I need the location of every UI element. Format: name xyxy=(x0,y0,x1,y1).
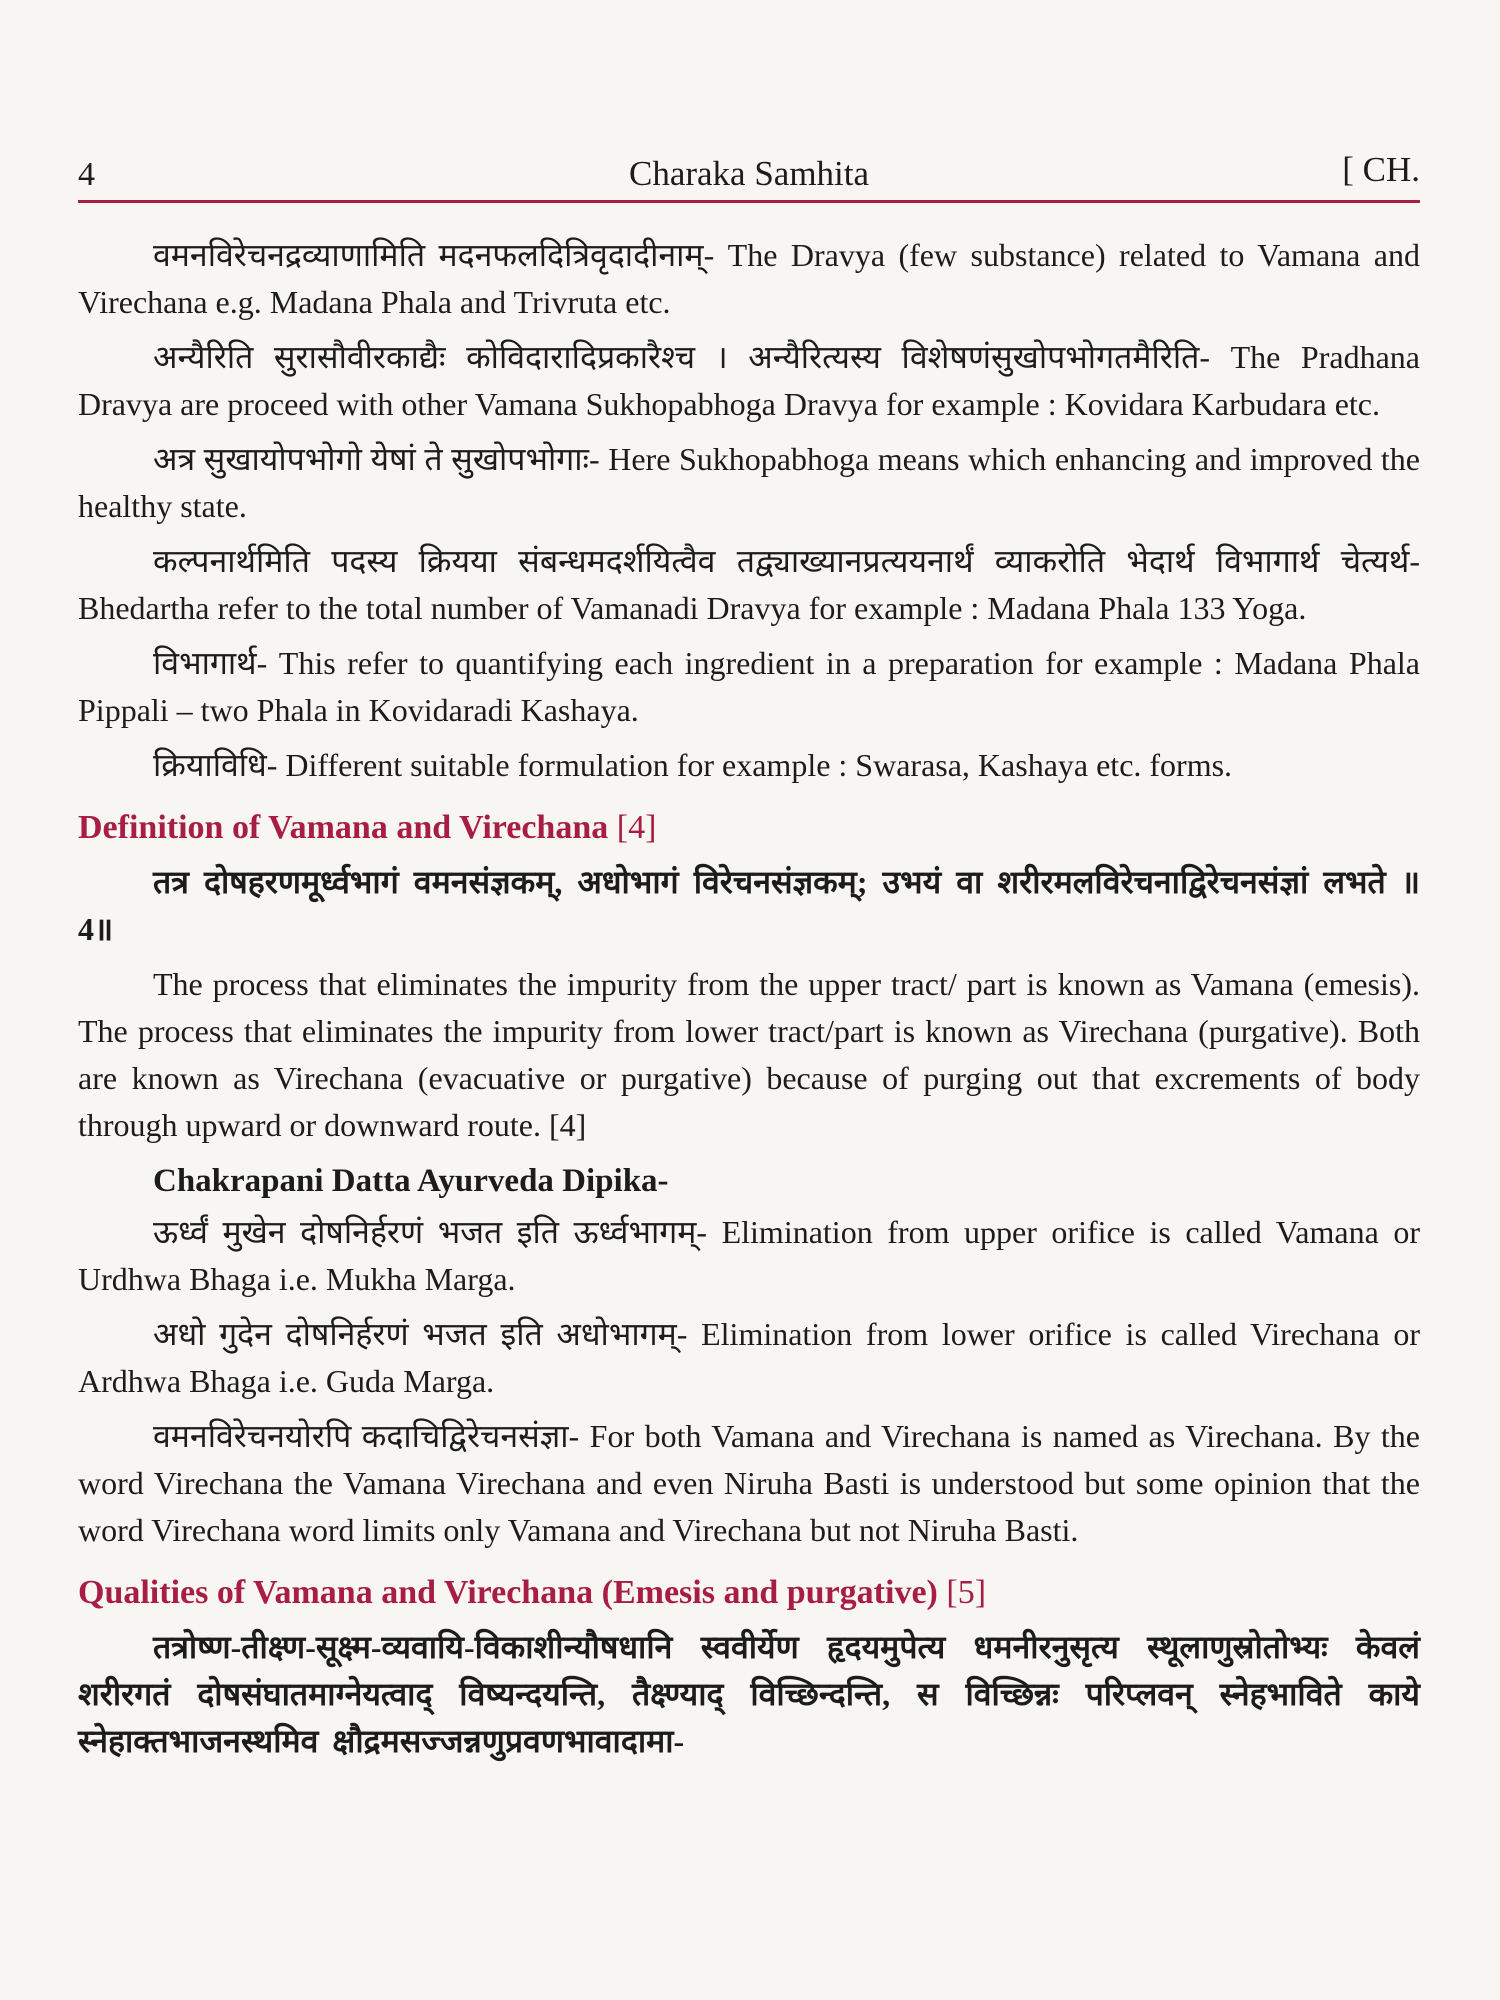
section-number: [4] xyxy=(616,809,657,846)
section-number: [5] xyxy=(946,1574,987,1611)
paragraph-1: वमनविरेचनद्रव्याणामिति मदनफलदित्रिवृदादीनाम्- The Dravya (few substance) related to Vamana and Virechana e.g. Madana Phala and Trivruta etc. xyxy=(78,237,1420,320)
commentary-paragraph-1: ऊर्ध्वं मुखेन दोषनिर्हरणं भजत इति ऊर्ध्वभागम्- Elimination from upper orifice is called Vamana or Urdhwa Bhaga i.e. Mukha Marga. xyxy=(78,1214,1420,1297)
running-header xyxy=(78,150,1420,200)
paragraph-5: विभागार्थ- This refer to quantifying each ingredient in a preparation for example : Madana Phala Pippali – two Phala in Kovidaradi Kashaya. xyxy=(78,645,1420,728)
verse-translation: The process that eliminates the impurity from the upper tract/ part is known as Vamana (emesis). The process that eliminates the impurity from lower tract/part is known as Virechana (purgative). Both are known as Virechana (evacuative or purgative) because of purging out that excrements of body through upward or downward route. [4] xyxy=(78,966,1420,1143)
commentary-paragraph-2: अधो गुदेन दोषनिर्हरणं भजत इति अधोभागम्- Elimination from lower orifice is called Virechana or Ardhwa Bhaga i.e. Guda Marga. xyxy=(78,1316,1420,1399)
sanskrit-verse-4: तत्र दोषहरणमूर्ध्वभागं वमनसंज्ञकम्, अधोभागं विरेचनसंज्ञकम्; उभयं वा शरीरमलविरेचनाद्विरेचनसंज्ञां लभते ॥4॥ xyxy=(78,864,1420,947)
paragraph-2: अन्यैरिति सुरासौवीरकाद्यैः कोविदारादिप्रकारैश्च । अन्यैरित्यस्य विशेषणंसुखोपभोगतमैरिति- The Pradhana Dravya are proceed with other Vamana Sukhopabhoga Dravya for example : Kovidara Karbudara etc. xyxy=(78,339,1420,422)
chapter-label: [ CH. xyxy=(1342,150,1420,189)
commentary-paragraph-3: वमनविरेचनयोरपि कदाचिद्विरेचनसंज्ञा- For both Vamana and Virechana is named as Virechana. By the word Virechana the Vamana Virechana and even Niruha Basti is understood but some opinion that the word Virechana word limits only Vamana and Virechana but not Niruha Basti. xyxy=(78,1418,1420,1548)
page-body xyxy=(78,232,1420,1773)
sanskrit-verse-5: तत्रोष्ण-तीक्ष्ण-सूक्ष्म-व्यवायि-विकाशीन्यौषधानि स्ववीर्येण हृदयमुपेत्य धमनीरनुसृत्य स्थूलाणुस्रोतोभ्यः केवलं शरीरगतं दोषसंघातमाग्नेयत्वाद् विष्यन्दयन्ति, तैक्ष्ण्याद् विच्छिन्दन्ति, स विच्छिन्नः परिप्लवन् स्नेहभाविते काये स्नेहाक्तभाजनस्थमिव क्षौद्रमसज्जन्नणुप्रवणभावादामा- xyxy=(78,1629,1420,1759)
page-number: 4 xyxy=(78,156,95,193)
commentary-title: Chakrapani Datta Ayurveda Dipika- xyxy=(153,1163,669,1199)
paragraph-6: क्रियाविधि- Different suitable formulation for example : Swarasa, Kashaya etc. forms. xyxy=(153,747,1233,783)
paragraph-3: अत्र सुखायोपभोगो येषां ते सुखोपभोगाः- Here Sukhopabhoga means which enhancing and improved the healthy state. xyxy=(78,441,1420,524)
section-heading-text: Definition of Vamana and Virechana xyxy=(78,809,609,846)
paragraph-4: कल्पनार्थमिति पदस्य क्रियया संबन्धमदर्शयित्वैव तद्व्याख्यानप्रत्ययनार्थं व्याकरोति भेदार्थ विभागार्थ चेत्यर्थ- Bhedartha refer to the total number of Vamanadi Dravya for example : Madana Phala 133 Yoga. xyxy=(78,543,1420,626)
section-heading-qualities xyxy=(78,1568,1420,1618)
section-heading-definition xyxy=(78,803,1420,853)
book-title: Charaka Samhita xyxy=(628,154,870,193)
header-rule xyxy=(78,200,1420,203)
section-heading-text: Qualities of Vamana and Virechana (Emesis and purgative) xyxy=(78,1574,938,1611)
